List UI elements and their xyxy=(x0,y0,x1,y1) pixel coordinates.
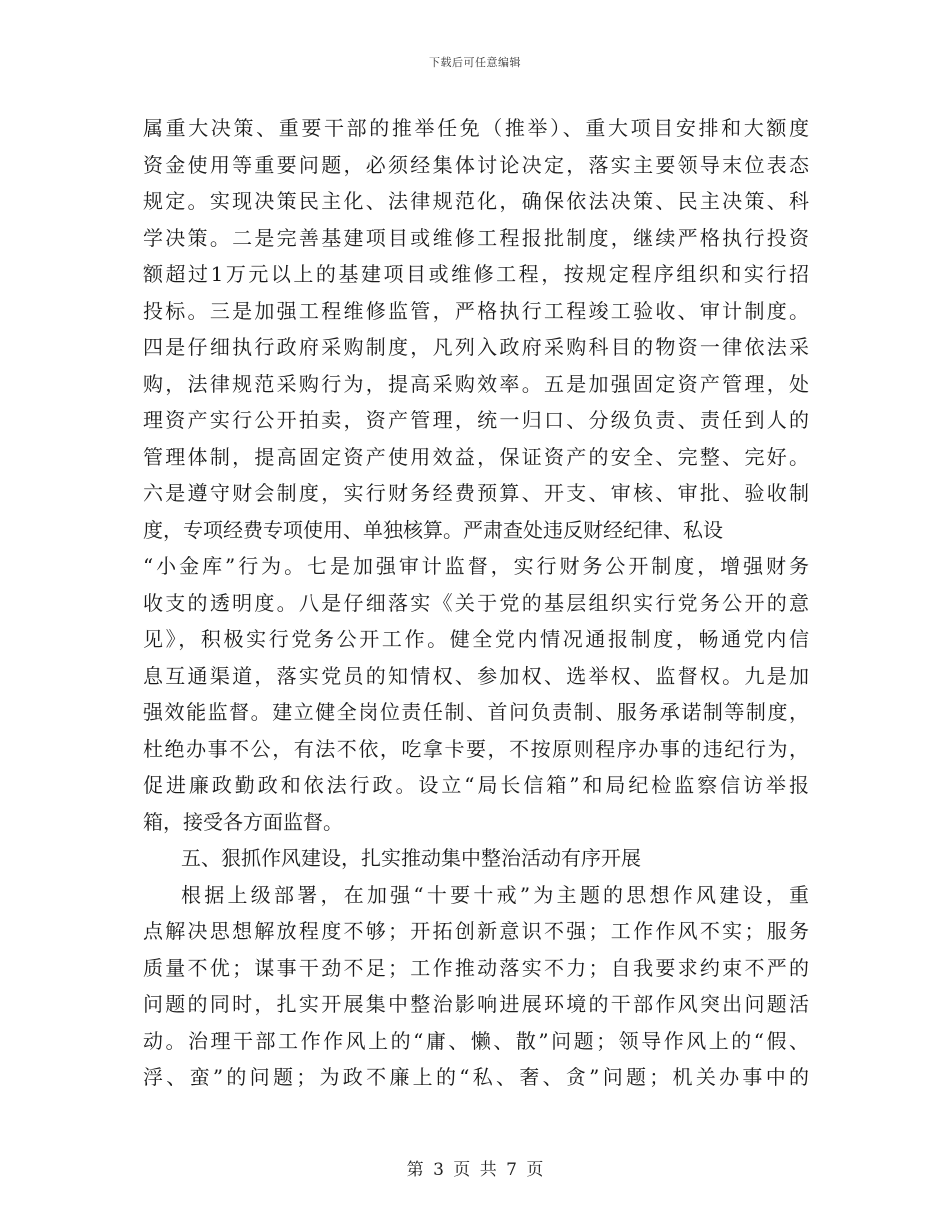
document-body xyxy=(143,110,809,1096)
text-line: 箱，接受各方面监督。 xyxy=(143,809,343,834)
text-line: 点解决思想解放程度不够；开拓创新意识不强；工作作风不实；服务 xyxy=(143,919,809,943)
text-line: 根据上级部署，在加强“十要十戒”为主题的思想作风建设，重 xyxy=(181,882,809,907)
text-line: 资金使用等重要问题，必须经集体讨论决定，落实主要领导末位表态 xyxy=(143,152,809,177)
text-line: “小金库”行为。七是加强审计监督，实行财务公开制度，增强财务 xyxy=(143,554,809,578)
text-line: 质量不优；谋事干劲不足；工作推动落实不力；自我要求约束不严的 xyxy=(143,955,809,980)
text-line: 理资产实行公开拍卖，资产管理，统一归口、分级负责、责任到人的 xyxy=(143,408,809,432)
text-line: 见》，积极实行党务公开工作。健全党内情况通报制度，畅通党内信 xyxy=(143,627,809,651)
text-line: 规定。实现决策民主化、法律规范化，确保依法决策、民主决策、科 xyxy=(143,189,809,213)
text-line: 强效能监督。建立健全岗位责任制、首问负责制、服务承诺制等制度， xyxy=(143,700,809,724)
text-line: 四是仔细执行政府采购制度，凡列入政府采购科目的物资一律依法采 xyxy=(143,335,809,359)
text-line: 投标。三是加强工程维修监管，严格执行工程竣工验收、审计制度。 xyxy=(143,298,809,323)
text-line: 收支的透明度。八是仔细落实《关于党的基层组织实行党务公开的意 xyxy=(143,590,809,615)
text-line: 促进廉政勤政和依法行政。设立“局长信箱”和局纪检监察信访举报 xyxy=(143,773,809,797)
text-line: 学决策。二是完善基建项目或维修工程报批制度，继续严格执行投资 xyxy=(143,225,809,250)
text-line: 动。治理干部工作作风上的“庸、懒、散”问题；领导作风上的“假、 xyxy=(143,1028,809,1053)
text-line: 问题的同时，扎实开展集中整治影响进展环境的干部作风突出问题活 xyxy=(143,992,809,1016)
page-header: 下载后可任意编辑 xyxy=(429,56,521,69)
text-line: 浮、蛮”的问题；为政不廉上的“私、奢、贪”问题；机关办事中的 xyxy=(143,1065,809,1089)
text-line: 管理体制，提高固定资产使用效益，保证资产的安全、完整、完好。 xyxy=(143,444,809,469)
section-heading: 五、狠抓作风建设，扎实推动集中整治活动有序开展 xyxy=(181,846,641,870)
text-line: 度，专项经费专项使用、单独核算。严肃查处违反财经纪律、私设 xyxy=(143,517,723,542)
text-line: 息互通渠道，落实党员的知情权、参加权、选举权、监督权。九是加 xyxy=(143,663,809,688)
text-line: 杜绝办事不公，有法不依，吃拿卡要，不按原则程序办事的违纪行为， xyxy=(143,736,809,761)
text-line: 六是遵守财会制度，实行财务经费预算、开支、审核、审批、验收制 xyxy=(143,481,809,505)
text-line: 购，法律规范采购行为，提高采购效率。五是加强固定资产管理，处 xyxy=(143,371,809,396)
text-line: 属重大决策、重要干部的推举任免（推举）、重大项目安排和大额度 xyxy=(143,116,809,140)
text-line: 额超过1万元以上的基建项目或维修工程，按规定程序组织和实行招 xyxy=(143,262,809,286)
page-footer: 第 3 页 共 7 页 xyxy=(406,1160,544,1180)
